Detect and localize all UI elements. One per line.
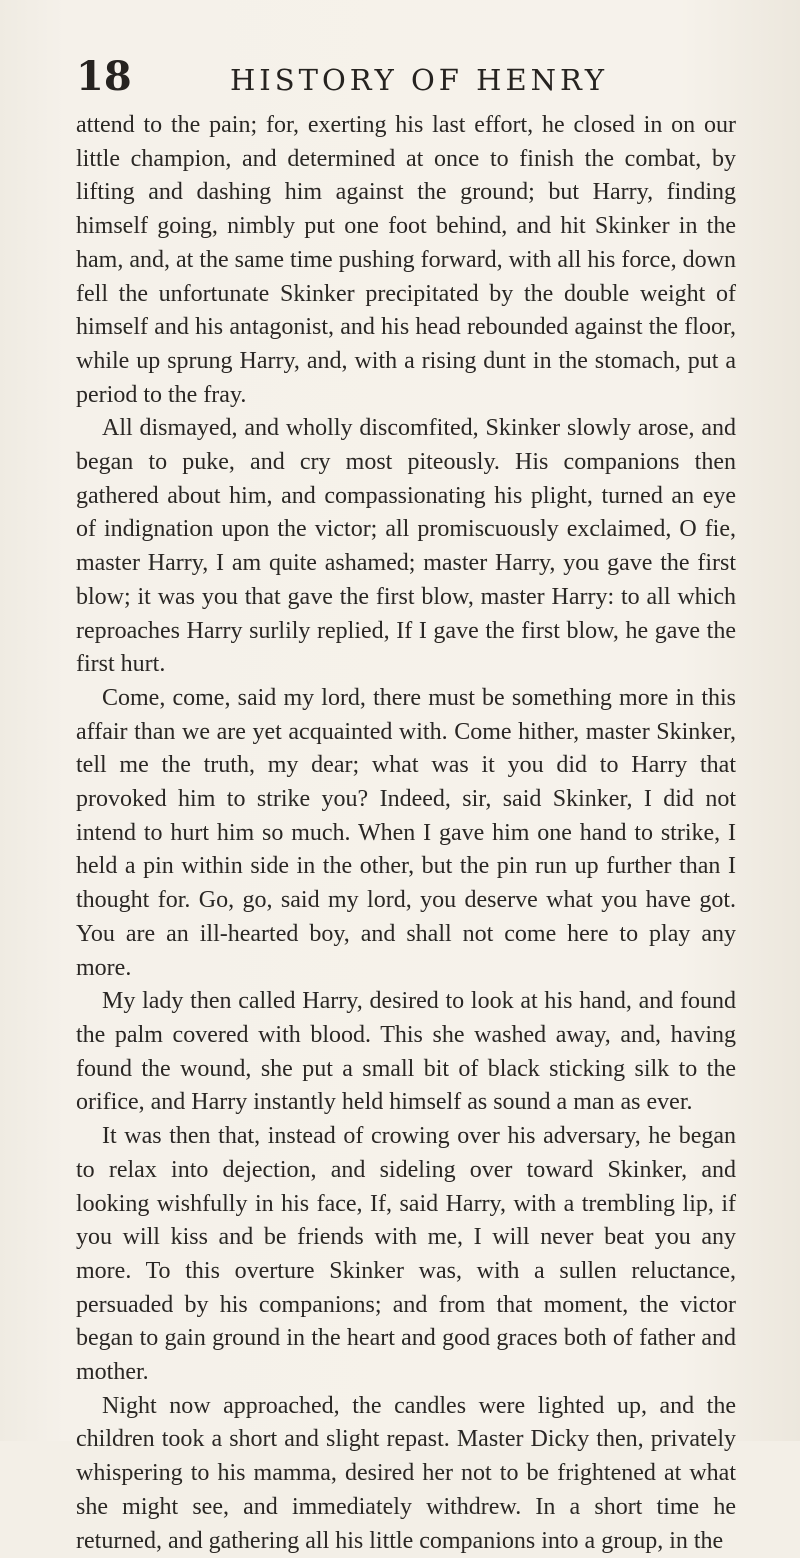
- paragraph-continued: attend to the pain; for, exerting his last effort, he closed in on our little champion, and determined at once to finish the combat, by lifting and dashing him against the ground; but Harry, finding himself going, nimbly put one foot behind, and hit Skinker in the ham, and, at the same time pushing forward, with all his force, down fell the unfortunate Skinker precipitated by the double weight of himself and his antagonist, and his head rebounded against the floor, while up sprung Harry, and, with a rising dunt in the stomach, put a period to the fray.: [76, 112, 736, 408]
- paragraph: It was then that, instead of crowing over his adversary, he began to relax into dejection, and sideling over toward Skinker, and looking wishfully in his face, If, said Harry, with a trembling lip, if you will kiss and be friends with me, I will never beat you any more. To this overture Skinker was, with a sullen reluctance, persuaded by his companions; and from that moment, the victor began to gain ground in the heart and good graces both of father and mother.: [76, 1123, 736, 1386]
- body-text: [76, 109, 736, 1558]
- page-header: [76, 52, 736, 102]
- page-number: 18: [76, 53, 132, 100]
- paragraph: My lady then called Harry, desired to look at his hand, and found the palm covered with blood. This she washed away, and, having found the wound, she put a small bit of black sticking silk to the orifice, and Harry instantly held himself as sound a man as ever.: [76, 988, 736, 1116]
- running-head: HISTORY OF HENRY: [230, 63, 609, 97]
- paragraph: Come, come, said my lord, there must be something more in this affair than we are yet acquainted with. Come hither, master Skinker, tell me the truth, my dear; what was it you did to Harry that provoked him to strike you? Indeed, sir, said Skinker, I did not intend to hurt him so much. When I gave him one hand to strike, I held a pin within side in the other, but the pin run up further than I thought for. Go, go, said my lord, you deserve what you have got. You are an ill-hearted boy, and shall not come here to play any more.: [76, 684, 736, 981]
- paragraph: All dismayed, and wholly discomfited, Skinker slowly arose, and began to puke, and cry most piteously. His companions then gathered about him, and compassionating his plight, turned an eye of indignation upon the victor; all promiscuously exclaimed, O fie, master Harry, I am quite ashamed; master Harry, you gave the first blow; it was you that gave the first blow, master Harry: to all which reproaches Harry surlily replied, If I gave the first blow, he gave the first hurt.: [76, 415, 736, 678]
- paragraph: Night now approached, the candles were lighted up, and the children took a short and slight repast. Master Dicky then, privately whispering to his mamma, desired her not to be frightened at what she might see, and immediately withdrew. In a short time he returned, and gathering all his little companions into a group, in the: [76, 1392, 736, 1554]
